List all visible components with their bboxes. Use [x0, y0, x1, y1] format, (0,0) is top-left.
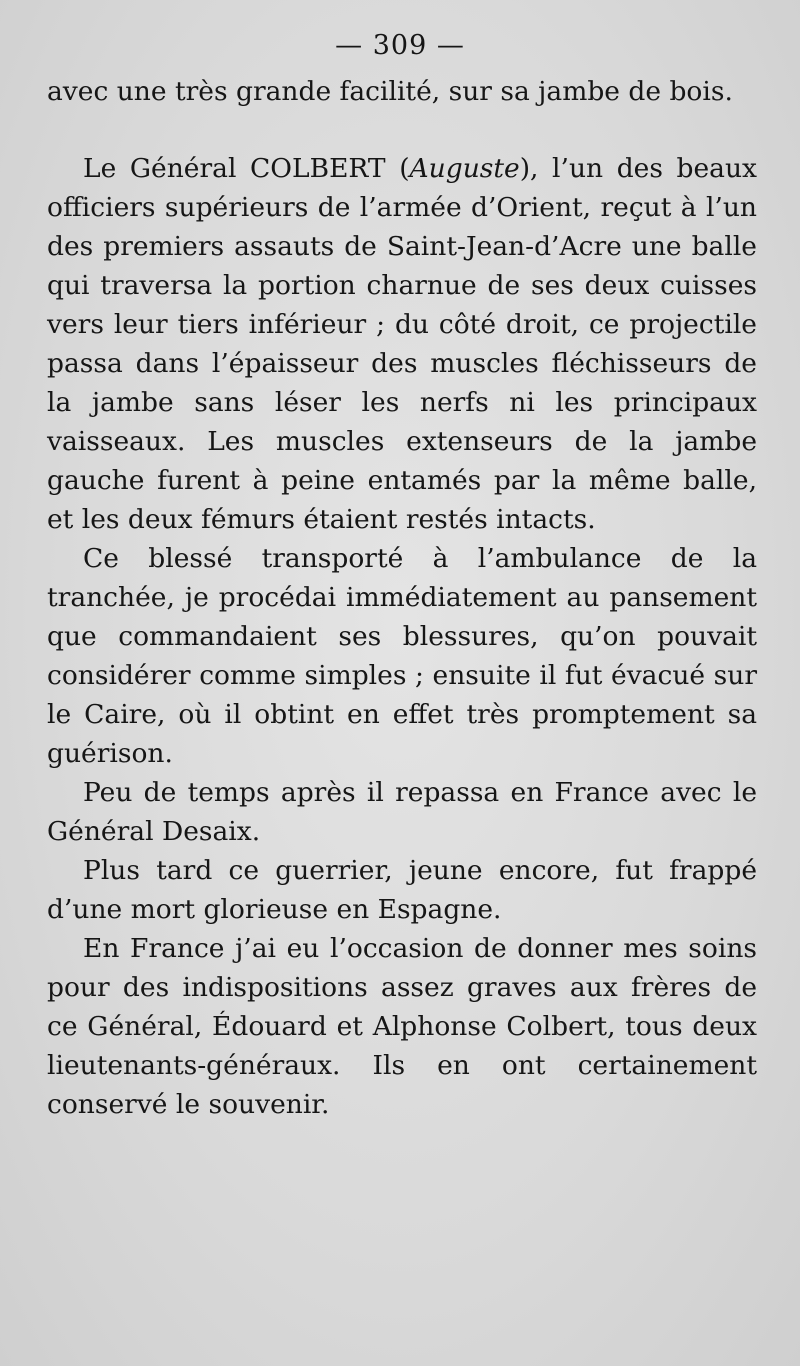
paragraph-6: En France j’ai eu l’occasion de donner mes soins pour des indispositions assez graves aux frères de ce Général, Édouard et Alphonse Colbert, tous deux lieutenants-généraux. Ils en ont certainement conservé le souvenir. — [47, 933, 757, 1120]
paragraph-2 — [47, 149, 757, 539]
paragraph-4: Peu de temps après il repassa en France avec le Général Desaix. — [47, 777, 757, 847]
given-name-italic: Auguste — [409, 153, 520, 184]
paragraph-5: Plus tard ce guerrier, jeune encore, fut frappé d’une mort glorieuse en Espagne. — [47, 855, 757, 925]
paragraph-2-rest: ), l’un des beaux officiers supérieurs de l’armée d’Orient, reçut à l’un des premiers assauts de Saint-Jean-d’Acre une balle qui traversa la portion charnue de ses deux cuisses vers leur tiers inférieur ; du côté droit, ce projectile passa dans l’épaisseur des muscles fléchisseurs de la jambe sans léser les nerfs ni les principaux vaisseaux. Les muscles extenseurs de la jambe gauche furent à peine entamés par la même balle, et les deux fémurs étaient restés intacts. — [47, 153, 757, 535]
paragraph-2-start: Le Général COLBERT ( — [83, 153, 410, 184]
paragraph-1: avec une très grande facilité, sur sa jambe de bois. — [47, 76, 733, 107]
page-number: — 309 — — [335, 30, 465, 61]
body-text — [47, 72, 757, 1124]
paragraph-3: Ce blessé transporté à l’ambulance de la tranchée, je procédai immédiatement au pansement que commandaient ses blessures, qu’on pouvait considérer comme simples ; ensuite il fut évacué sur le Caire, où il obtint en effet très promptement sa guérison. — [47, 543, 757, 769]
